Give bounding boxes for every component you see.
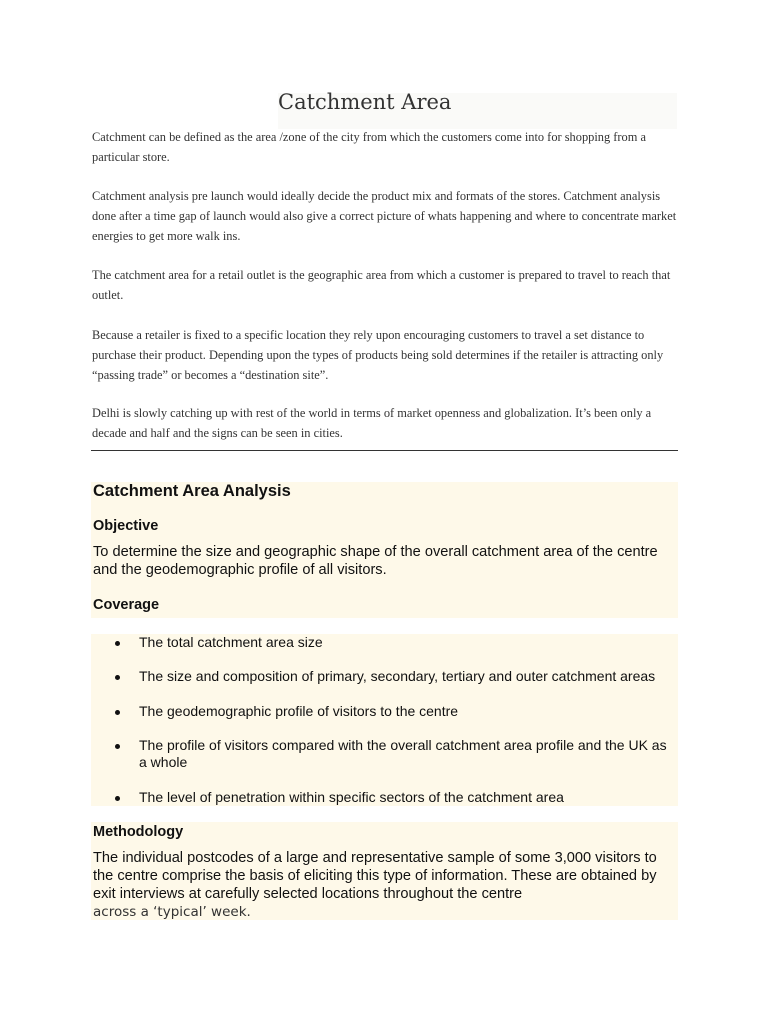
bullet-icon [115, 641, 120, 646]
list-item [91, 668, 655, 685]
analysis-heading: Catchment Area Analysis [93, 482, 291, 500]
list-item-text: The geodemographic profile of visitors to the centre [139, 703, 459, 719]
intro-paragraph-5: Delhi is slowly catching up with rest of the world in terms of market openness and globalization. It’s been only a decade and half and the signs can be seen in cities. [92, 406, 652, 440]
intro-paragraph-1: Catchment can be defined as the area /zone of the city from which the customers come into for shopping from a particular store. [92, 130, 646, 164]
list-item-text: The profile of visitors compared with the overall catchment area profile and the UK as a whole [139, 737, 667, 770]
bullet-icon [115, 796, 120, 801]
list-item [91, 737, 678, 771]
page-title: Catchment Area [278, 90, 452, 114]
objective-heading: Objective [93, 518, 159, 534]
bullet-icon [115, 744, 120, 749]
methodology-text [93, 849, 673, 921]
coverage-heading: Coverage [93, 597, 160, 613]
section-divider [91, 450, 678, 451]
intro-paragraph-2: Catchment analysis pre launch would ideally decide the product mix and formats of the stores. Catchment analysis done after a time gap of launch would also give a correct picture of whats happening and where to concentrate market energies to get more walk ins. [92, 189, 677, 243]
objective-text: To determine the size and geographic shape of the overall catchment area of the centre and the geodemographic profile of all visitors. [93, 544, 658, 578]
list-item [91, 634, 323, 651]
list-item [91, 703, 458, 720]
intro-paragraph-4: Because a retailer is fixed to a specific location they rely upon encouraging customers to travel a set distance to purchase their product. Depending upon the types of products being sold determines if the retailer is attracting only “passing trade” or becomes a “destination site”. [92, 328, 664, 382]
intro-paragraph-3: The catchment area for a retail outlet is the geographic area from which a customer is prepared to travel to reach that outlet. [92, 268, 671, 302]
methodology-heading: Methodology [93, 824, 184, 840]
methodology-text-main: The individual postcodes of a large and representative sample of some 3,000 visitors to the centre comprise the basis of eliciting this type of information. These are obtained by exit interviews at carefully selected locations throughout the centre [93, 850, 657, 902]
list-item-text: The size and composition of primary, secondary, tertiary and outer catchment areas [139, 668, 656, 684]
list-item-text: The level of penetration within specific sectors of the catchment area [139, 789, 564, 805]
coverage-box [91, 634, 678, 806]
bullet-icon [115, 710, 120, 715]
list-item [91, 789, 564, 806]
list-item-text: The total catchment area size [139, 634, 323, 650]
methodology-text-last-line: across a ‘typical’ week. [93, 904, 251, 920]
bullet-icon [115, 675, 120, 680]
